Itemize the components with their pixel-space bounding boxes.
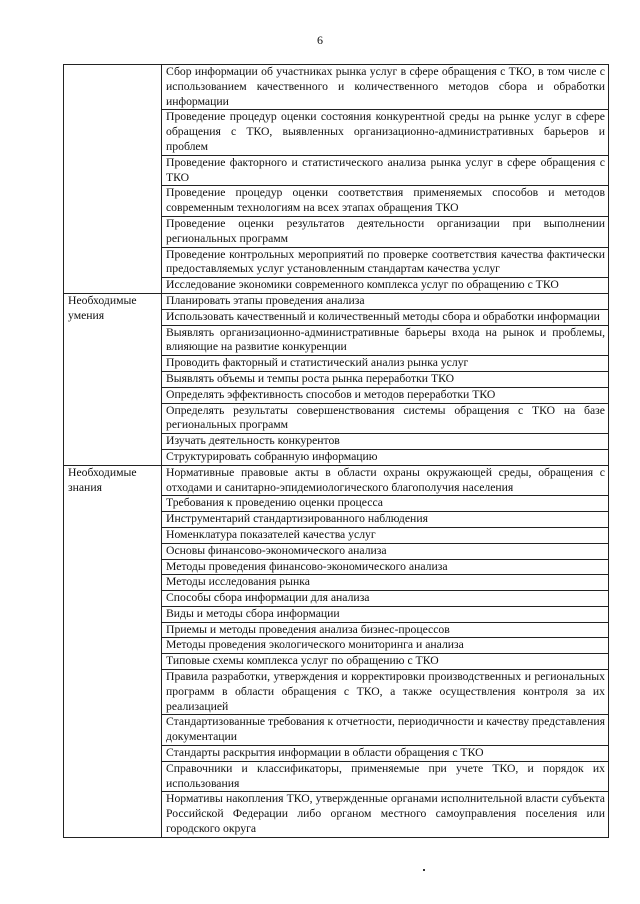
requirements-table-body <box>64 65 609 838</box>
requirement-cell: Типовые схемы комплекса услуг по обращению с ТКО <box>162 654 609 670</box>
requirement-cell: Способы сбора информации для анализа <box>162 591 609 607</box>
requirement-cell: Определять результаты совершенствования системы обращения с ТКО на базе региональных программ <box>162 403 609 434</box>
requirement-cell: Методы проведения финансово-экономического анализа <box>162 559 609 575</box>
requirement-cell: Правила разработки, утверждения и корректировки производственных и региональных программ в области обращения с ТКО, а также осуществления контроля за их реализацией <box>162 670 609 715</box>
requirement-cell: Проведение оценки результатов деятельности организации при выполнении региональных программ <box>162 216 609 247</box>
requirement-cell: Использовать качественный и количественный методы сбора и обработки информации <box>162 309 609 325</box>
requirement-cell: Сбор информации об участниках рынка услуг в сфере обращения с ТКО, в том числе с использованием качественного и количественного методов сбора и обработки информации <box>162 65 609 110</box>
requirement-cell: Нормативные правовые акты в области охраны окружающей среды, обращения с отходами и санитарно-эпидемиологического благополучия населения <box>162 465 609 496</box>
requirement-cell: Нормативы накопления ТКО, утвержденные органами исполнительной власти субъекта Российской Федерации либо органом местного самоуправления поселения или городского округа <box>162 792 609 837</box>
requirement-cell: Виды и методы сбора информации <box>162 606 609 622</box>
requirement-cell: Проведение процедур оценки состояния конкурентной среды на рынке услуг в сфере обращения с ТКО, выявленных организационно-административных барьеров и проблем <box>162 110 609 155</box>
table-row <box>64 465 609 496</box>
requirement-cell: Выявлять организационно-административные барьеры входа на рынок и проблемы, влияющие на развитие конкуренции <box>162 325 609 356</box>
requirement-cell: Методы исследования рынка <box>162 575 609 591</box>
requirement-cell: Структурировать собранную информацию <box>162 449 609 465</box>
requirement-cell: Проведение факторного и статистического анализа рынка услуг в сфере обращения с ТКО <box>162 155 609 186</box>
requirement-cell: Определять эффективность способов и методов переработки ТКО <box>162 387 609 403</box>
table-row <box>64 293 609 309</box>
category-cell: Необходимые умения <box>64 293 162 465</box>
requirement-cell: Справочники и классификаторы, применяемые при учете ТКО, и порядок их использования <box>162 761 609 792</box>
requirements-table <box>63 64 609 838</box>
requirement-cell: Проведение контрольных мероприятий по проверке соответствия качества фактически предоставляемых услуг установленным стандартам качества услуг <box>162 247 609 278</box>
requirement-cell: Номенклатура показателей качества услуг <box>162 527 609 543</box>
requirement-cell: Планировать этапы проведения анализа <box>162 293 609 309</box>
requirement-cell: Выявлять объемы и темпы роста рынка переработки ТКО <box>162 371 609 387</box>
requirement-cell: Изучать деятельность конкурентов <box>162 434 609 450</box>
requirement-cell: Требования к проведению оценки процесса <box>162 496 609 512</box>
requirement-cell: Проводить факторный и статистический анализ рынка услуг <box>162 356 609 372</box>
requirement-cell: Инструментарий стандартизированного наблюдения <box>162 512 609 528</box>
requirement-cell: Стандартизованные требования к отчетности, периодичности и качеству представления документации <box>162 715 609 746</box>
requirement-cell: Стандарты раскрытия информации в области обращения с ТКО <box>162 746 609 762</box>
requirement-cell: Методы проведения экологического мониторинга и анализа <box>162 638 609 654</box>
scan-mark <box>423 869 425 871</box>
category-cell: Необходимые знания <box>64 465 162 837</box>
requirement-cell: Приемы и методы проведения анализа бизнес-процессов <box>162 622 609 638</box>
requirement-cell: Основы финансово-экономического анализа <box>162 543 609 559</box>
requirement-cell: Исследование экономики современного комплекса услуг по обращению с ТКО <box>162 278 609 294</box>
table-row <box>64 65 609 110</box>
page-number: 6 <box>317 33 323 47</box>
requirement-cell: Проведение процедур оценки соответствия применяемых способов и методов современным технологиям на всех этапах обращения ТКО <box>162 186 609 217</box>
category-cell <box>64 65 162 294</box>
